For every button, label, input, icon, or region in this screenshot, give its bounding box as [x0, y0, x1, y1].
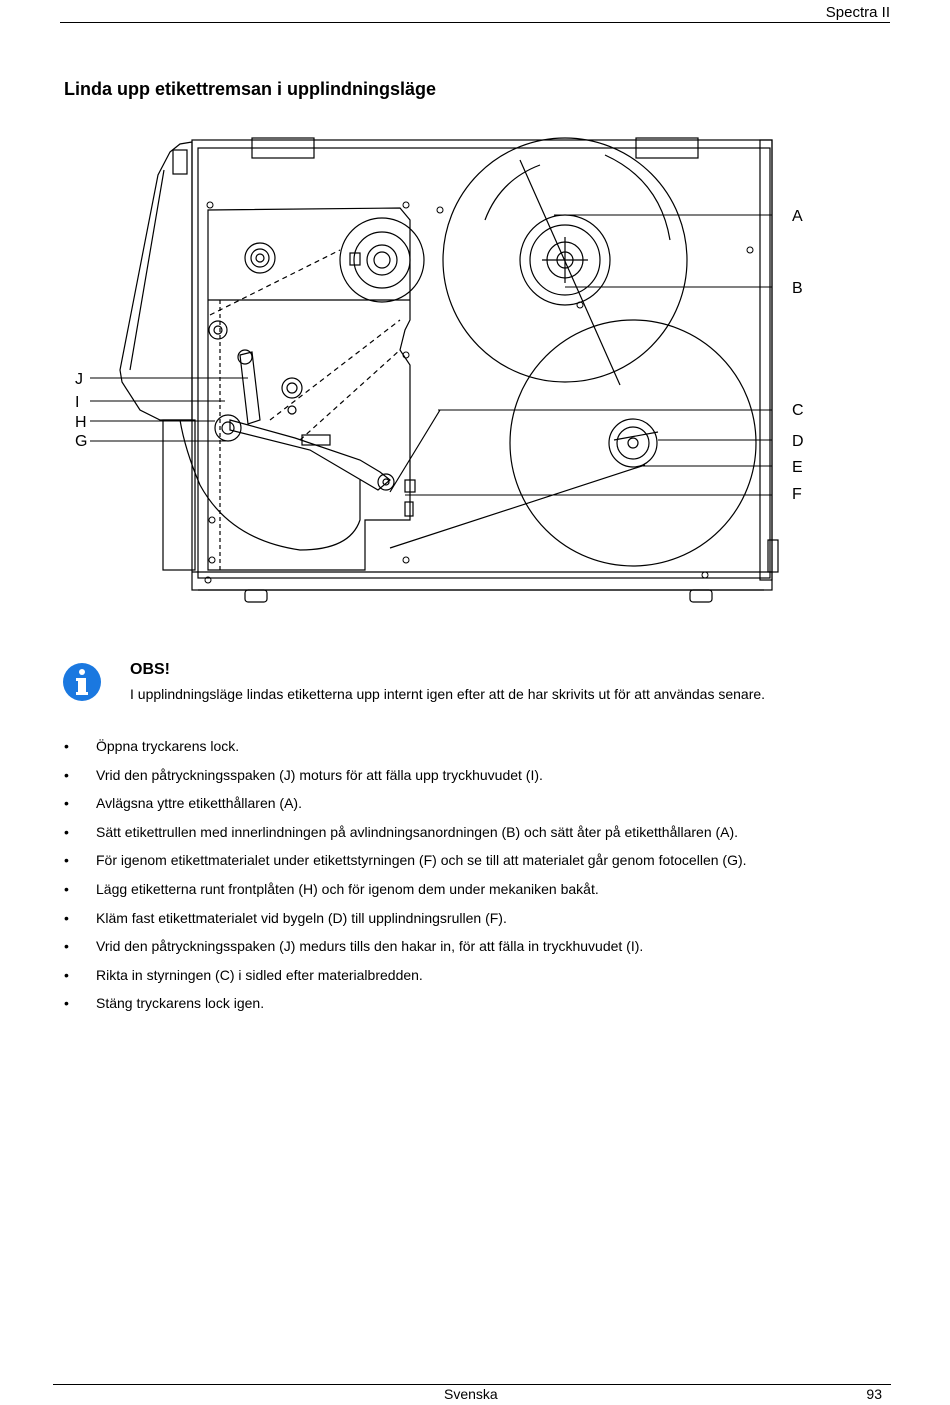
bullet-icon: • — [64, 909, 69, 926]
bullet-icon: • — [64, 880, 69, 897]
mechanism-plate — [208, 208, 410, 570]
label-j: J — [75, 371, 83, 388]
bullet-icon: • — [64, 995, 69, 1012]
label-h: H — [75, 414, 87, 431]
bullet-icon: • — [64, 766, 69, 783]
header-title: Spectra II — [825, 4, 890, 21]
bullet-icon: • — [64, 795, 69, 812]
bullet-icon: • — [64, 938, 69, 955]
label-d: D — [792, 433, 804, 450]
bullet-icon: • — [64, 966, 69, 983]
printer-diagram — [60, 120, 890, 620]
label-f: F — [792, 486, 802, 503]
label-b: B — [792, 280, 803, 297]
info-icon — [62, 662, 102, 702]
note-text: I upplindningsläge lindas etiketterna upp internt igen efter att de har skrivits ut för att användas senare. — [130, 686, 766, 702]
section-title: Linda upp etikettremsan i upplindningsläge — [64, 79, 437, 99]
printhead-lever — [240, 352, 260, 424]
note-title: OBS! — [130, 661, 170, 678]
footer-language: Svenska — [444, 1386, 498, 1402]
label-rewind-roll — [510, 320, 756, 566]
label-i: I — [75, 394, 80, 411]
label-a: A — [792, 208, 803, 225]
bullet-icon: • — [64, 823, 69, 840]
header-rule — [60, 22, 890, 23]
ribbon-supply-spool — [245, 243, 275, 273]
bullet-icon: • — [64, 738, 69, 754]
bullet-icon: • — [64, 852, 69, 869]
label-e: E — [792, 459, 803, 476]
label-g: G — [75, 433, 88, 450]
housing — [192, 140, 772, 590]
page-number: 93 — [866, 1386, 882, 1402]
footer-rule — [53, 1384, 891, 1385]
photocell — [215, 415, 241, 441]
label-c: C — [792, 402, 804, 419]
ribbon-rewind-spool — [340, 218, 424, 302]
